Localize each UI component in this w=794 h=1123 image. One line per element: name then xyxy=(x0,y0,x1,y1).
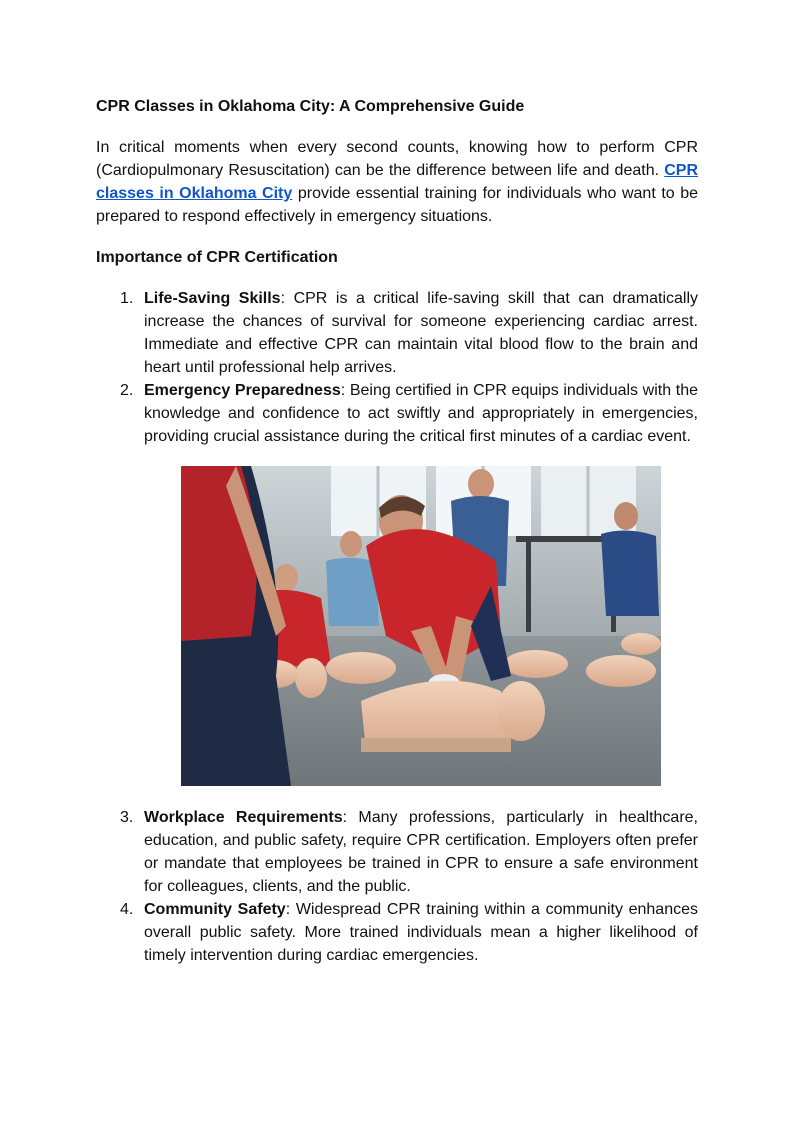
list-term: Community Safety xyxy=(144,901,286,918)
manikin-body xyxy=(504,650,568,678)
list-text: : Widespread CPR training within a community enhances overall public safety. More trained individuals mean a higher likelihood of timely intervention during cardiac emergencies. xyxy=(144,901,699,964)
list-number: 1. xyxy=(120,290,134,307)
main-manikin-base xyxy=(361,738,511,752)
manikin-body xyxy=(326,652,396,684)
cpr-training-illustration xyxy=(181,466,661,786)
person-head xyxy=(468,469,494,499)
list-item xyxy=(96,379,698,448)
cpr-classes-link[interactable]: CPR classes in Oklahoma City xyxy=(96,162,698,202)
list-number: 3. xyxy=(120,809,134,826)
person-head xyxy=(614,502,638,530)
importance-list-continued xyxy=(96,806,698,967)
list-item xyxy=(96,806,698,898)
section-heading: Importance of CPR Certification xyxy=(96,249,338,266)
intro-text-before: In critical moments when every second counts, knowing how to perform CPR (Cardiopulmonary Resuscitation) can be the difference between life and death. xyxy=(96,139,698,179)
list-number: 2. xyxy=(120,382,134,399)
list-text: : CPR is a critical life-saving skill that can dramatically increase the chances of survival for someone experiencing cardiac arrest. Immediate and effective CPR can maintain vital blood flow to the brain and heart until professional help arrives. xyxy=(144,290,699,376)
list-text: : Many professions, particularly in healthcare, education, and public safety, require CPR certification. Employers often prefer or mandate that employees be trained in CPR to ensure a safe environment for colleagues, clients, and the public. xyxy=(144,809,699,895)
list-term: Life-Saving Skills xyxy=(144,290,281,307)
manikin-body xyxy=(621,633,661,655)
person-head xyxy=(274,564,298,592)
intro-paragraph xyxy=(96,136,698,228)
list-text: : Being certified in CPR equips individuals with the knowledge and confidence to act swiftly and appropriately in emergencies, providing crucial assistance during the critical first minutes of a cardiac event. xyxy=(144,382,699,445)
list-item xyxy=(96,287,698,379)
manikin-head xyxy=(295,658,327,698)
person-head xyxy=(340,531,362,557)
list-term: Workplace Requirements xyxy=(144,809,343,826)
cpr-training-photo xyxy=(181,466,661,786)
list-item xyxy=(96,898,698,967)
list-number: 4. xyxy=(120,901,134,918)
foreground-person-shirt xyxy=(181,466,257,641)
list-term: Emergency Preparedness xyxy=(144,382,341,399)
page-title: CPR Classes in Oklahoma City: A Comprehensive Guide xyxy=(96,98,525,115)
intro-text-after: provide essential training for individuals who want to be prepared to respond effectively in emergency situations. xyxy=(96,185,699,225)
person-navy-shirt xyxy=(601,530,659,616)
main-manikin-head xyxy=(497,681,545,741)
importance-list xyxy=(96,287,698,448)
document-page xyxy=(96,95,698,967)
manikin-body xyxy=(586,655,656,687)
